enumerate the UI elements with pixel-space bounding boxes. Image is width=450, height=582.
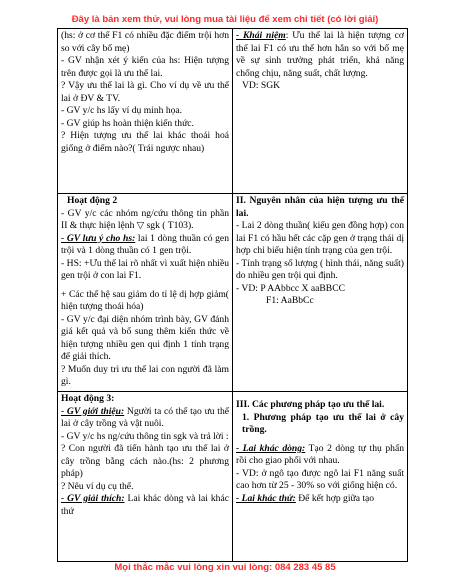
activity-title: Hoạt động 3: [61, 393, 115, 404]
paragraph: - GV y/c các nhóm ng/cứu thông tin phần II & thực hiện lệnh ▽ sgk ( T103). [61, 207, 229, 231]
paragraph [236, 493, 404, 506]
activity-cell [58, 194, 233, 392]
section-heading: II. Nguyên nhân của hiện tượng ưu thế lai. [236, 195, 404, 219]
paragraph: - GV nhận xét ý kiến của hs: Hiện tượng trên được gọi là ưu thế lai. [61, 55, 229, 79]
paragraph: - Tính trạng số lượng ( hình thái, năng suất) do nhiều gen trội qui định. [236, 257, 404, 281]
paragraph [61, 233, 229, 258]
paragraph: - GV giúp hs hoàn thiện kiến thức. [61, 117, 194, 129]
note-term: - GV lưu ý cho hs: [61, 232, 136, 244]
content-cell [233, 392, 408, 562]
paragraph: ? Nêu ví dụ cụ thể. [61, 480, 134, 492]
intro-text: Người ta có thể tạo ưu thế lai ở cây trồng và vật nuôi. [61, 405, 229, 429]
table-row [58, 194, 408, 392]
paragraph: - GV y/c hs lấy ví dụ minh họa. [61, 105, 183, 116]
intro-term: - GV giới thiệu: [61, 405, 125, 417]
explain-term: - GV giải thích: [61, 493, 125, 504]
paragraph: ? Muốn duy trì ưu thế lai con người đã làm gì. [61, 363, 229, 387]
activity-cell [58, 29, 233, 194]
preview-notice-banner: Đây là bản xem thử, vui lòng mua tài liệu để xem chi tiết (có lời giải) [71, 14, 379, 25]
paragraph: + Các thế hệ sau giảm do tỉ lệ dị hợp giảm( hiện tượng thoái hóa) [61, 288, 229, 312]
definition-term: - Khái niệm [236, 30, 286, 41]
method-text: Để kết hợp giữa tạo [295, 492, 375, 504]
paragraph: - GV y/c hs ng/cứu thông tin sgk và trả lời : [61, 430, 229, 442]
activity-cell [58, 392, 233, 562]
note-text: lai 1 dòng thuần có gen trội và 1 dòng thuần có 1 gen trội. [61, 232, 229, 256]
paragraph: ? Con người đã tiến hành tạo ưu thế lai ở cây trồng bằng cách nào.(hs: 2 phương pháp) [61, 443, 229, 479]
paragraph: - VD: ở ngô tạo được ngô lai F1 năng suất cao hơn từ 25 - 30% so với giống hiện có. [236, 467, 404, 491]
method-text: Tạo 2 dòng tự thụ phấn rồi cho giao phối với nhau. [236, 442, 404, 466]
paragraph [61, 406, 229, 431]
definition-paragraph [236, 30, 404, 80]
paragraph [236, 443, 404, 468]
paragraph: - HS: +Ưu thế lai rõ nhất vì xuất hiện nhiều gen trội ở con lai F1. [61, 257, 229, 281]
paragraph: ? Vậy ưu thế lai là gì. Cho ví dụ về ưu thế lai ở ĐV & TV. [61, 80, 229, 104]
paragraph [61, 493, 229, 518]
example-cross: - VD: P AAbbcc X aaBBCC [236, 282, 345, 294]
contact-notice-banner: Mọi thắc mắc vui lòng xin vui lòng: 084 283 45 85 [114, 562, 336, 573]
method-term: - Lai khác dòng: [236, 442, 306, 454]
example-offspring: F1: AaBbCc [266, 295, 314, 306]
definition-text: : Ưu thế lai là hiện tượng cơ thể lai F1 có ưu thế hơn hẳn so với bố mẹ về sự sinh trưởng phát triển, khả năng chống chịu, năng suất, chất lượng. [236, 30, 404, 79]
explain-text: Lai khác dòng và lai khác thứ [61, 493, 229, 517]
paragraph: ? Hiện tượng ưu thế lai khác thoái hoá giống ở điểm nào?( Trái ngược nhau) [61, 130, 229, 154]
lesson-table [57, 28, 408, 562]
paragraph: (hs: ở cơ thể F1 có nhiều đặc điểm trội hơn so với cây bố mẹ) [61, 30, 229, 54]
method-term: - Lai khác thứ: [236, 492, 296, 504]
paragraph: - Lai 2 dòng thuần( kiểu gen đồng hợp) con lai F1 có hầu hết các cặp gen ở trạng thái dị hợp chỉ biểu hiện tính trạng của gen trội. [236, 220, 404, 256]
activity-title: Hoạt động 2 [67, 195, 118, 206]
table-row [58, 392, 408, 562]
paragraph: - GV y/c đại diện nhóm trình bày, GV đánh giá kết quả và bổ sung thêm kiến thức về hiện tượng nhiều gen qui định 1 tính trạng để giải thích. [61, 313, 229, 362]
example-text: VD: SGK [242, 80, 281, 91]
content-cell [233, 29, 408, 194]
section-heading: III. Các phương pháp tạo ưu thế lai. [236, 399, 385, 410]
table-row [58, 29, 408, 194]
content-cell [233, 194, 408, 392]
subsection-heading: 1. Phương pháp tạo ưu thế lai ở cây trồng. [242, 411, 404, 435]
